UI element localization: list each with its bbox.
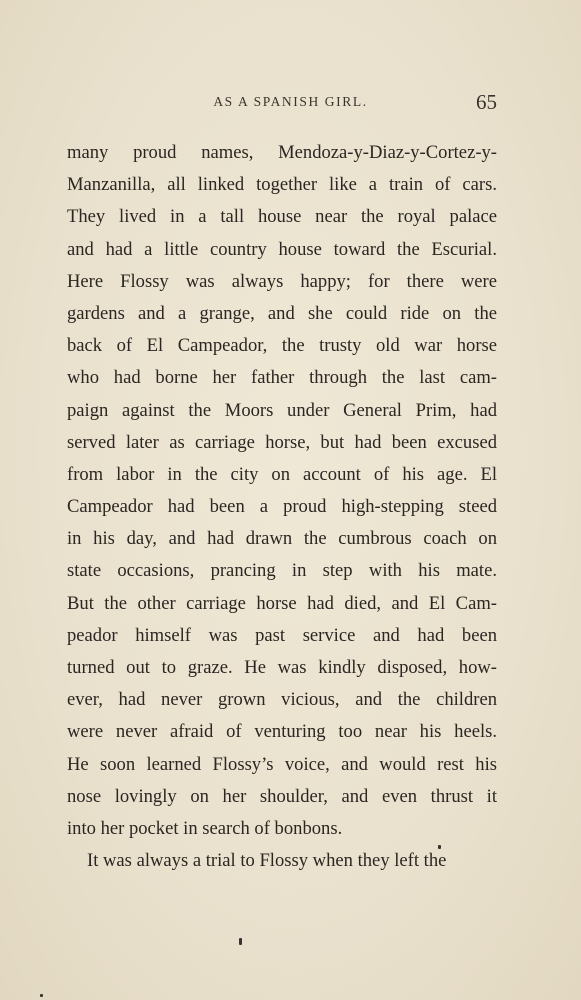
text-line: ever, had never grown vicious, and the children [67,689,497,711]
text-line: But the other carriage horse had died, and El Cam- [67,592,497,614]
ink-speck [40,994,43,997]
text-line: Manzanilla, all linked together like a train of cars. [67,174,497,196]
text-line: many proud names, Mendoza-y-Diaz-y-Cortez-y- [67,142,497,163]
running-title: AS A SPANISH GIRL. [213,94,368,109]
page-number: 65 [476,90,497,114]
text-line: They lived in a tall house near the royal palace [67,206,497,228]
text-line: in his day, and had drawn the cumbrous coach on [67,528,497,550]
running-head [0,88,581,118]
paragraph-start-line: It was always a trial to Flossy when they left the [87,850,447,872]
text-line: state occasions, prancing in step with his mate. [67,560,497,582]
ink-speck [438,845,441,849]
text-line: He soon learned Flossy’s voice, and would rest his [67,753,497,775]
text-line: Here Flossy was always happy; for there were [67,270,497,292]
text-line: turned out to graze. He was kindly disposed, how- [67,657,497,678]
text-line: back of El Campeador, the trusty old war horse [67,335,497,357]
text-line: peador himself was past service and had been [67,624,497,646]
text-line: Campeador had been a proud high-stepping steed [67,496,497,518]
text-line: and had a little country house toward the Escurial. [67,238,497,260]
text-line: who had borne her father through the last cam- [67,367,497,389]
paragraph-end-line: into her pocket in search of bonbons. [67,817,343,839]
text-line: from labor in the city on account of his age. El [67,463,497,485]
text-line: paign against the Moors under General Prim, had [67,399,497,421]
text-line: gardens and a grange, and she could ride on the [67,302,497,324]
text-line: were never afraid of venturing too near his heels. [67,721,497,743]
body-text [67,137,497,877]
text-line: served later as carriage horse, but had been excused [67,431,497,453]
ink-speck [239,938,242,945]
text-line: nose lovingly on her shoulder, and even thrust it [67,785,497,807]
